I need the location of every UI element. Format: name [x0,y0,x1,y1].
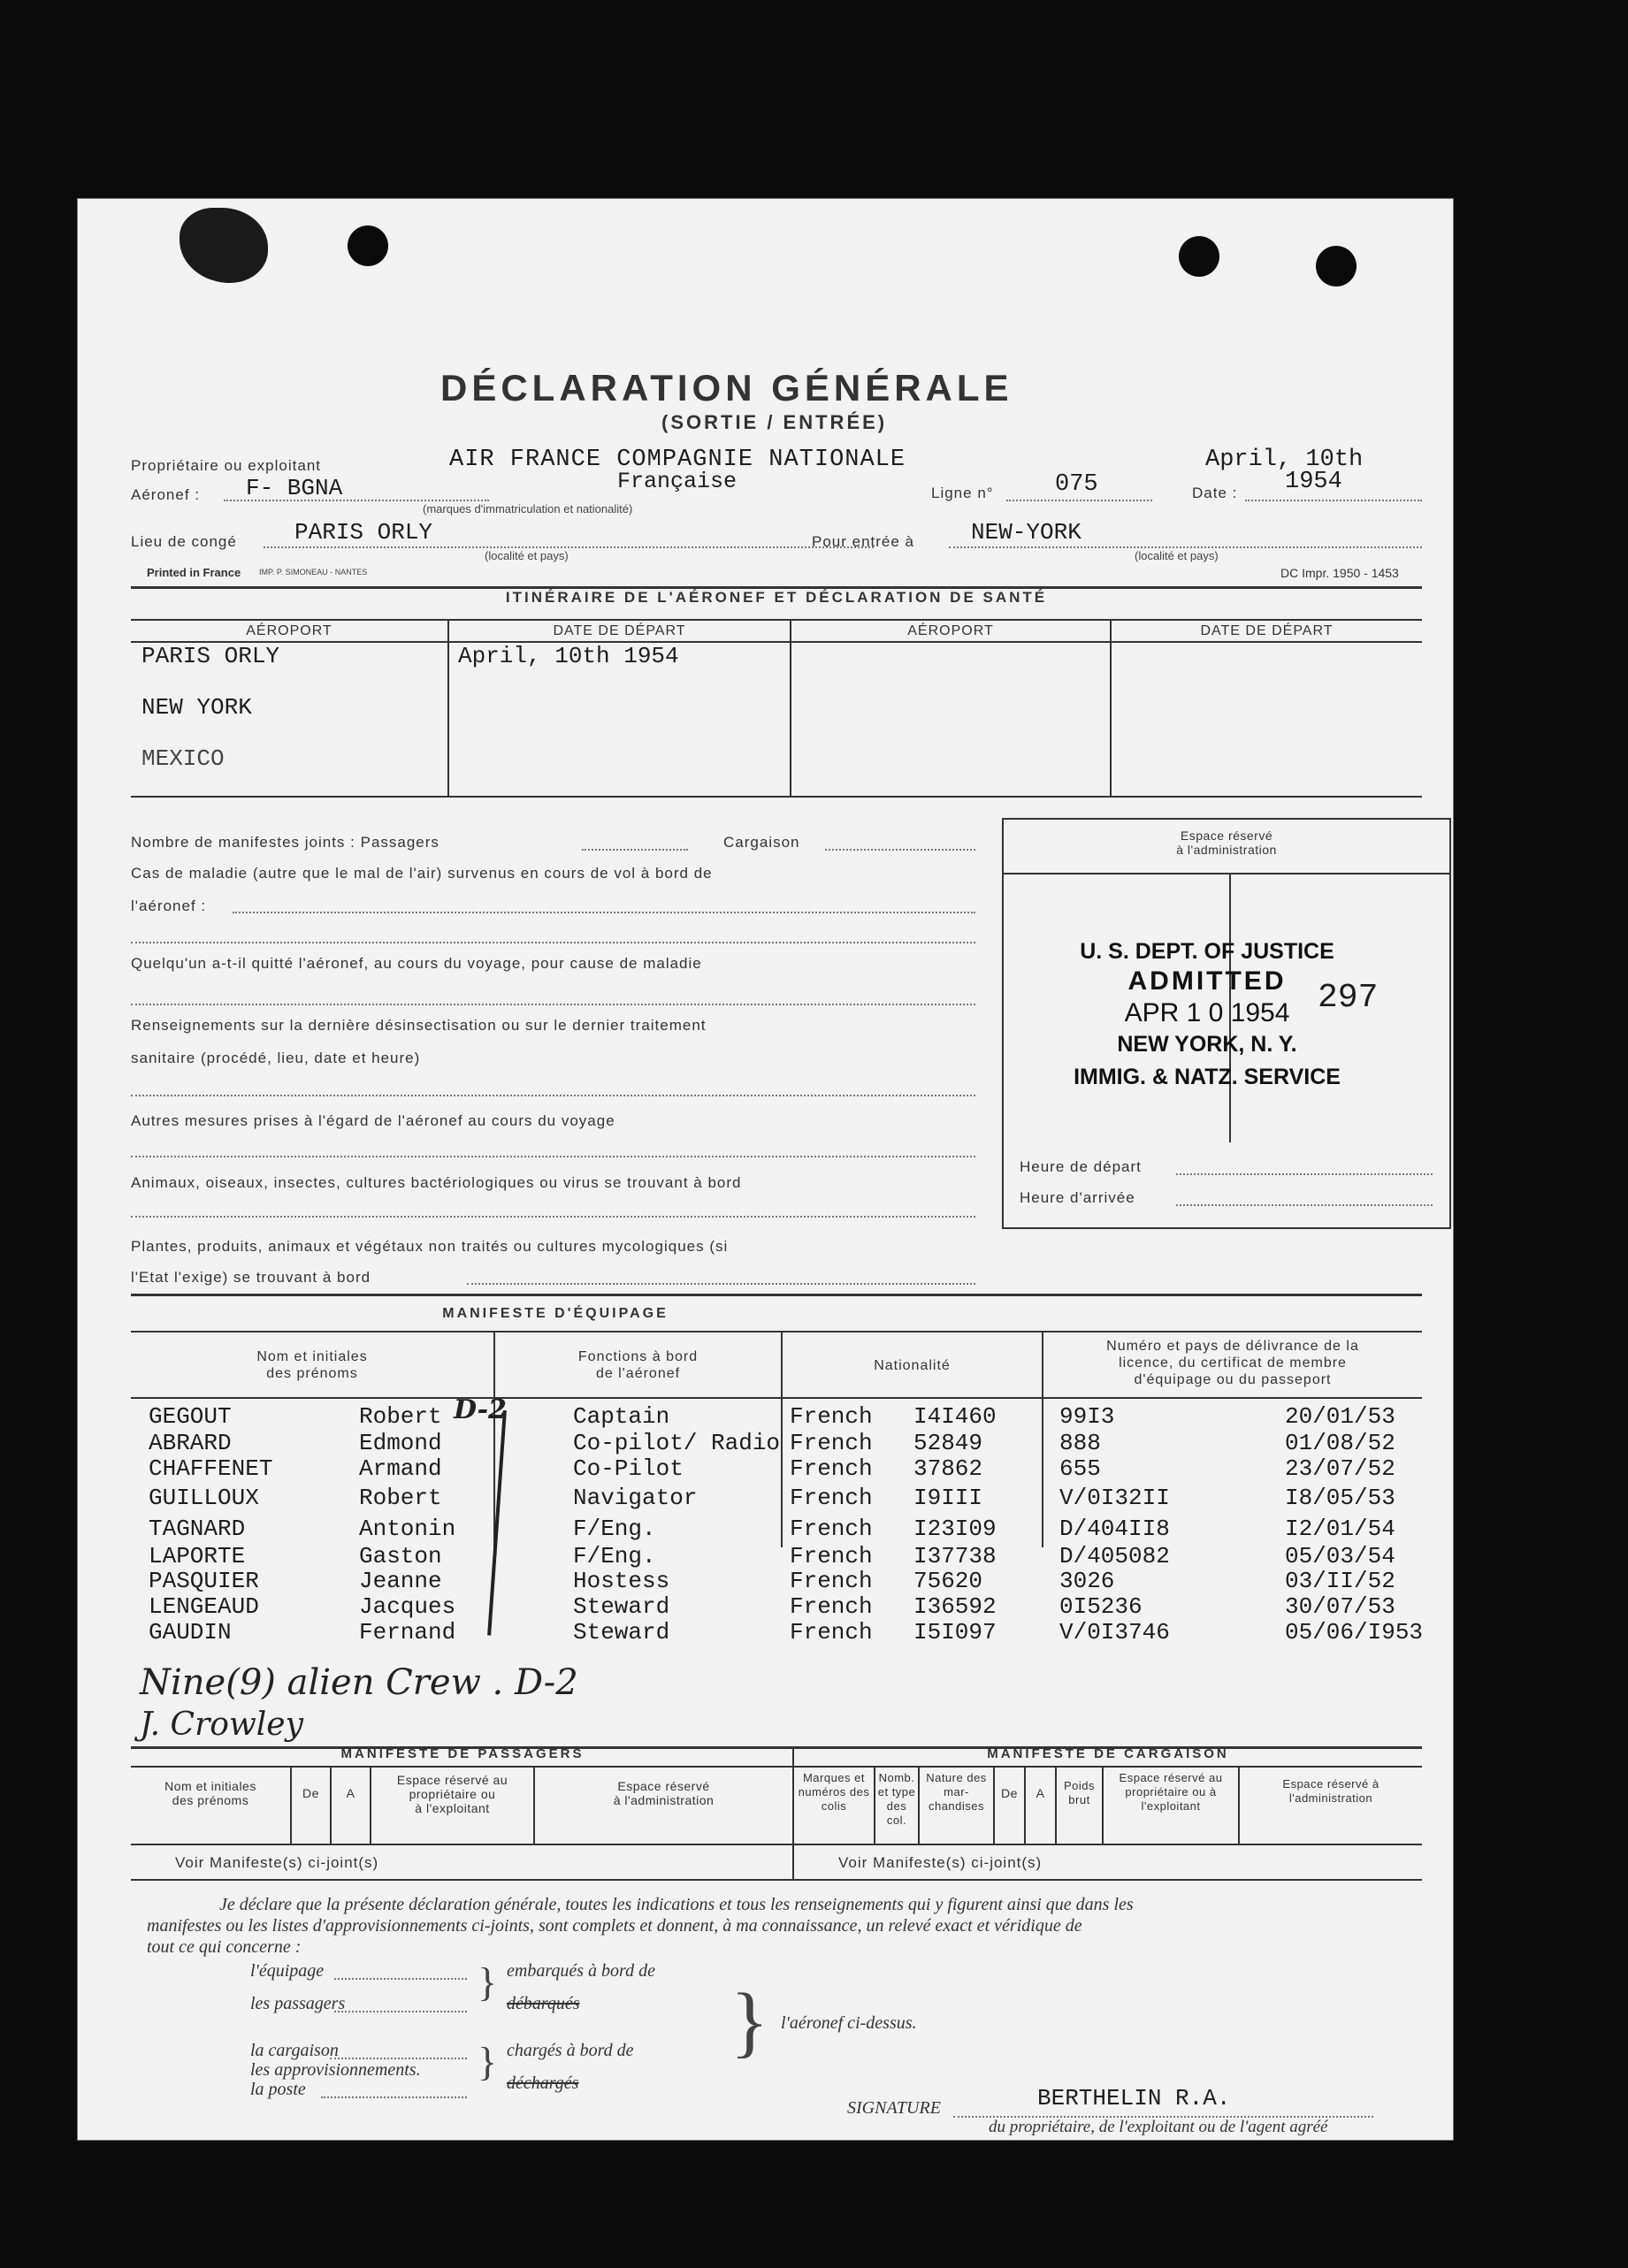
crew-nationality: French [790,1543,873,1569]
rule [1110,619,1112,796]
rule [131,1397,1422,1399]
stamp-line: U. S. DEPT. OF JUSTICE [1080,939,1334,964]
ink-blot [180,208,268,283]
rule [131,1879,1422,1881]
crew-license-date: I2/01/54 [1285,1516,1395,1542]
col-header-text: Nom et initiales [256,1349,368,1364]
crew-license-date: 03/II/52 [1285,1568,1395,1594]
col-cargo-weight: Poids brut [1063,1779,1096,1806]
rule [290,1766,292,1844]
declaration-supplies: les approvisionnements. [250,2060,421,2080]
crew-nationality: French [790,1619,873,1646]
declaration-embarked: embarqués à bord de [507,1961,655,1981]
rule [131,1844,1422,1845]
field-line [131,1216,975,1218]
col-header-text: à l'administration [613,1793,715,1807]
col-header-text: d'équipage ou du passeport [1134,1372,1332,1387]
crew-license: 888 [1059,1430,1101,1456]
cargo-heading: MANIFESTE DE CARGAISON [987,1746,1229,1761]
crew-nationality: French [790,1593,873,1620]
crew-nationality: French [790,1568,873,1594]
crew-surname: LAPORTE [149,1543,246,1569]
crew-nationality: French [790,1516,873,1542]
rule [131,1294,1422,1296]
signature-value: BERTHELIN R.A. [1037,2085,1231,2111]
field-line [1176,1204,1433,1206]
brace: } [478,2039,498,2084]
col-header-text: à l'exploitant [415,1801,490,1815]
itinerary-date: April, 10th 1954 [458,643,679,669]
crew-function: Steward [573,1619,670,1646]
field-line [330,2058,467,2059]
field-line [131,1004,975,1005]
crew-license-date: 23/07/52 [1285,1455,1395,1482]
col-departure-date: DATE DE DÉPART [1200,623,1334,638]
signature-role: du propriétaire, de l'exploitant ou de l'agent agréé [989,2118,1328,2136]
rule [993,1766,995,1844]
crew-surname: GEGOUT [149,1403,232,1430]
col-cargo-to: A [1036,1786,1045,1800]
crew-surname: CHAFFENET [149,1455,273,1482]
stamp-line: NEW YORK, N. Y. [1117,1032,1297,1057]
departure-value: PARIS ORLY [294,519,433,546]
dc-reference: DC Impr. 1950 - 1453 [1280,566,1399,580]
declaration-crew: l'équipage [250,1961,325,1981]
declaration-struck: débarqués [507,1994,580,2013]
crew-function: Hostess [573,1568,670,1594]
crew-license-date: 05/03/54 [1285,1543,1395,1569]
itinerary-heading: ITINÉRAIRE DE L'AÉRONEF ET DÉCLARATION DE SANTÉ [505,589,1048,606]
crew-function: Navigator [573,1485,698,1511]
printer: IMP. P. SIMONEAU - NANTES [259,568,368,577]
line-line [1006,500,1152,501]
col-crew-nationality: Nationalité [874,1358,951,1373]
field-line [582,849,688,851]
aircraft-value: F- BGNA [246,475,343,501]
admin-box-heading: Espace réservé [1180,829,1273,843]
itinerary-airport: MEXICO [141,745,225,772]
aircraft-line [224,500,489,501]
rule [131,1766,1422,1768]
declaration-aircraft: l'aéronef ci-dessus. [781,2013,917,2033]
crew-function: Captain [573,1403,670,1430]
col-header-text: de l'aéronef [595,1366,681,1381]
handwritten-note: Nine(9) alien Crew . D-2 [140,1662,578,1703]
handwritten-signature: J. Crowley [140,1707,303,1743]
other-measures-label: Autres mesures prises à l'égard de l'aéronef au cours du voyage [131,1112,615,1129]
crew-license: 0I5236 [1059,1593,1143,1620]
col-passenger-to: A [346,1786,355,1800]
aircraft-note: (marques d'immatriculation et nationalité) [423,502,633,515]
declaration-loaded: chargés à bord de [507,2041,634,2060]
crew-passport: I23I09 [913,1516,997,1542]
crew-first-name: Antonin [359,1516,456,1542]
passenger-see-manifest: Voir Manifeste(s) ci-joint(s) [175,1854,379,1871]
crew-license-date: 30/07/53 [1285,1593,1395,1620]
col-header-text: Fonctions à bord [577,1349,699,1364]
crew-license: V/0I32II [1059,1485,1170,1511]
rule [330,1766,332,1844]
crew-heading: MANIFESTE D'ÉQUIPAGE [442,1306,669,1321]
crew-surname: TAGNARD [149,1516,246,1542]
crew-function: Co-pilot/ Radio [573,1430,781,1456]
declaration-text: tout ce qui concerne : [147,1937,302,1957]
crew-passport: I36592 [913,1593,997,1620]
line-label: Ligne n° [931,485,994,501]
arrival-time-label: Heure d'arrivée [1020,1189,1135,1206]
owner-label: Propriétaire ou exploitant [131,457,322,474]
field-line [467,1283,975,1285]
crew-passport: 37862 [913,1455,983,1482]
date-line [1245,500,1422,501]
crew-passport: 75620 [913,1568,983,1594]
crew-function: F/Eng. [573,1543,656,1569]
crew-function: F/Eng. [573,1516,656,1542]
col-header-text: des prénoms [266,1366,358,1381]
crew-license: V/0I3746 [1059,1619,1170,1646]
passenger-heading: MANIFESTE DE PASSAGERS [340,1746,585,1761]
crew-license: D/404II8 [1059,1516,1170,1542]
rule [131,796,1422,798]
departure-line [264,546,874,548]
col-cargo-owner: Espace réservé au propriétaire ou à l'exploitant [1119,1771,1223,1813]
declaration-mail: la poste [250,2080,306,2099]
plants-label-cont: l'Etat l'exige) se trouvant à bord [131,1269,371,1286]
handwritten-code: D-2 [454,1394,507,1425]
itinerary-airport: PARIS ORLY [141,643,280,669]
col-passenger-from: De [302,1786,319,1800]
plants-label: Plantes, produits, animaux et végétaux non traités ou cultures mycologiques (si [131,1238,729,1255]
crew-surname: ABRARD [149,1430,232,1456]
admin-box-heading: à l'administration [1176,843,1277,857]
crew-first-name: Fernand [359,1619,456,1646]
col-header-text: Nom et initiales [164,1779,256,1793]
crew-first-name: Gaston [359,1543,442,1569]
rule [131,641,1422,643]
entry-line [949,546,1422,548]
field-line [131,1156,975,1157]
aircraft-label: Aéronef : [131,486,200,503]
rule [1024,1766,1026,1844]
manifests-label: Nombre de manifestes joints : Passagers [131,834,439,851]
left-sick-label: Quelqu'un a-t-il quitté l'aéronef, au cours du voyage, pour cause de maladie [131,955,702,972]
crew-license-date: I8/05/53 [1285,1485,1395,1511]
page-title: DÉCLARATION GÉNÉRALE [440,367,1013,409]
col-header-text: Numéro et pays de délivrance de la [1106,1339,1359,1354]
rule [447,619,449,796]
date-value-year: 1954 [1285,469,1342,495]
crew-license-date: 05/06/I953 [1285,1619,1424,1646]
field-line [334,2011,467,2012]
rule [1004,873,1449,874]
crew-nationality: French [790,1430,873,1456]
col-header-text: des prénoms [172,1793,249,1807]
col-header-text: Espace réservé au [396,1773,508,1787]
declaration-text: manifestes ou les listes d'approvisionnements ci-joints, sont complets et donnent, à ma connaissance, un relevé exact et véridique de [147,1916,1082,1936]
crew-license: 99I3 [1059,1403,1115,1430]
crew-surname: LENGEAUD [149,1593,259,1620]
col-cargo-nature: Nature des mar-chandises [926,1771,987,1813]
rule [790,619,791,796]
stamp-line: IMMIG. & NATZ. SERVICE [1074,1065,1341,1089]
field-line [334,1978,467,1980]
crew-nationality: French [790,1403,873,1430]
field-line [825,849,975,851]
rule [131,1331,1422,1333]
line-value: 075 [1055,471,1098,498]
animals-label: Animaux, oiseaux, insectes, cultures bactériologiques ou virus se trouvant à bord [131,1174,742,1191]
crew-first-name: Jacques [359,1593,456,1620]
entry-label: Pour entrée à [812,533,915,550]
disinsect-label-cont: sanitaire (procédé, lieu, date et heure) [131,1050,421,1066]
brace: } [730,1978,769,2066]
document-page [78,199,1453,2140]
col-cargo-from: De [1001,1786,1018,1800]
crew-first-name: Armand [359,1455,442,1482]
declaration-struck: déchargés [507,2073,579,2093]
declaration-passengers: les passagers [250,1994,346,2013]
col-crew-license [1043,1338,1422,1388]
crew-function: Steward [573,1593,670,1620]
col-cargo-marks: Marques et numéros des colis [798,1771,870,1813]
col-cargo-number: Nomb. et type des col. [877,1771,916,1827]
page-subtitle: (SORTIE / ENTRÉE) [661,411,888,433]
col-airport: AÉROPORT [907,623,994,638]
crew-surname: GAUDIN [149,1619,232,1646]
field-line [131,942,975,943]
entry-note: (localité et pays) [1135,549,1219,562]
declaration-text: Je déclare que la présente déclaration générale, toutes les indications et tous les renseignements qui y figurent ainsi que dans les [219,1895,1134,1914]
disinsect-label: Renseignements sur la dernière désinsectisation ou sur le dernier traitement [131,1017,707,1034]
crew-nationality: French [790,1485,873,1511]
field-line [321,2096,467,2098]
col-cargo-admin: Espace réservé à l'administration [1282,1777,1380,1805]
col-header-text: Espace réservé [617,1779,710,1793]
crew-surname: GUILLOUX [149,1485,259,1511]
field-line [131,1095,975,1096]
illness-label: Cas de maladie (autre que le mal de l'air) survenus en cours de vol à bord de [131,865,713,882]
stamp-line: ADMITTED [1127,966,1287,996]
crew-license-date: 20/01/53 [1285,1403,1395,1430]
punch-hole [1030,150,1071,191]
col-departure-date: DATE DE DÉPART [553,623,686,638]
illness-label-cont: l'aéronef : [131,897,207,914]
crew-passport: I9III [913,1485,983,1511]
owner-value-nationality: Française [617,469,738,494]
entry-value: NEW-YORK [971,519,1082,546]
date-value-day: April, 10th [1205,447,1364,473]
field-line [233,912,975,913]
crew-surname: PASQUIER [149,1568,259,1594]
punch-hole [348,225,388,266]
departure-note: (localité et pays) [485,549,569,562]
crew-first-name: Jeanne [359,1568,442,1594]
brace: } [478,1959,498,2005]
punch-hole [1316,246,1357,286]
cargo-label: Cargaison [723,834,800,851]
cargo-see-manifest: Voir Manifeste(s) ci-joint(s) [838,1854,1043,1871]
crew-passport: I4I460 [913,1403,997,1430]
departure-time-label: Heure de départ [1020,1158,1142,1175]
crew-license: D/405082 [1059,1543,1170,1569]
itinerary-airport: NEW YORK [141,694,252,721]
col-crew-function [495,1348,781,1382]
crew-first-name: Edmond [359,1430,442,1456]
crew-passport: I37738 [913,1543,997,1569]
signature-label: SIGNATURE [847,2098,941,2118]
departure-label: Lieu de congé [131,533,237,550]
admission-number: 297 [1318,979,1379,1017]
crew-license: 655 [1059,1455,1101,1482]
col-crew-name [131,1348,493,1382]
col-header-text: licence, du certificat de membre [1119,1355,1347,1371]
admin-box [1002,818,1451,1229]
col-passenger-name [131,1779,290,1807]
crew-nationality: French [790,1455,873,1482]
stamp-line: APR 1 0 1954 [1124,998,1290,1027]
field-line [1176,1173,1433,1175]
punch-hole [1179,236,1219,277]
col-passenger-owner [371,1773,533,1815]
printed-in: Printed in France [147,566,241,579]
crew-first-name: Robert [359,1485,442,1511]
crew-license: 3026 [1059,1568,1115,1594]
date-label: Date : [1192,485,1238,501]
crew-function: Co-Pilot [573,1455,684,1482]
col-passenger-admin [535,1779,792,1807]
crew-passport: 52849 [913,1430,983,1456]
crew-first-name: Robert [359,1403,442,1430]
owner-value: AIR FRANCE COMPAGNIE NATIONALE [449,447,906,473]
crew-license-date: 01/08/52 [1285,1430,1395,1456]
handwritten-bracket [487,1410,511,1636]
declaration-cargo: la cargaison [250,2041,339,2060]
rule [131,619,1422,621]
admitted-stamp [1057,939,1357,1090]
col-header-text: propriétaire ou [409,1787,496,1801]
col-airport: AÉROPORT [246,623,332,638]
crew-passport: I5I097 [913,1619,997,1646]
